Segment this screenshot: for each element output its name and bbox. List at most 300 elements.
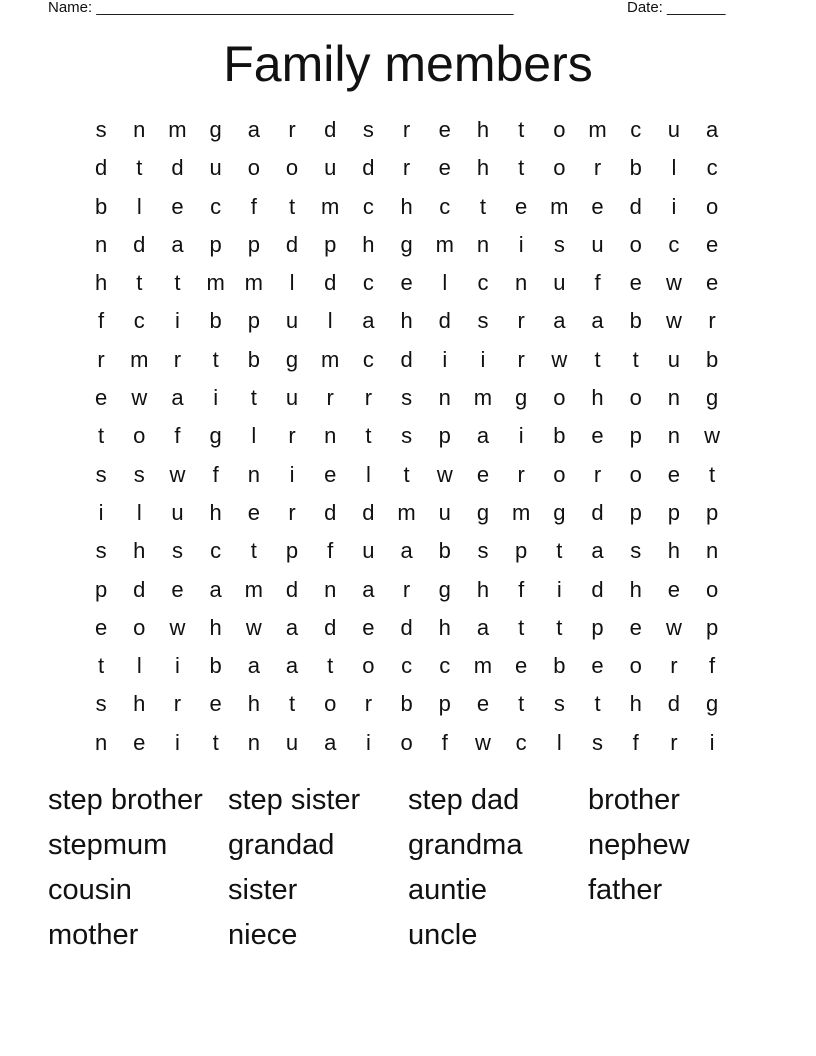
grid-letter: u <box>285 308 299 334</box>
grid-letter: m <box>321 346 340 372</box>
grid-letter: r <box>402 155 411 181</box>
grid-letter: f <box>250 193 257 219</box>
grid-letter: s <box>401 423 413 449</box>
grid-letter: r <box>288 499 296 525</box>
grid-letter: p <box>247 231 260 257</box>
grid-letter: t <box>403 461 410 487</box>
grid-letter: n <box>247 461 260 487</box>
grid-letter: d <box>362 499 375 525</box>
grid-letter: g <box>705 385 719 411</box>
grid-letter: t <box>98 423 105 449</box>
grid-letter: c <box>401 653 413 679</box>
grid-letter: d <box>324 499 337 525</box>
grid-letter: o <box>324 691 337 717</box>
grid-letter: w <box>704 423 721 449</box>
grid-letter: i <box>671 193 677 219</box>
grid-letter: m <box>168 117 187 142</box>
grid-letter: p <box>705 614 719 640</box>
grid-letter: g <box>285 346 299 372</box>
grid-letter: b <box>400 691 413 717</box>
grid-letter: i <box>175 653 180 679</box>
grid-letter: d <box>629 193 642 219</box>
grid-letter: m <box>397 499 416 525</box>
grid-letter: n <box>667 385 681 411</box>
grid-letter: r <box>670 653 678 679</box>
grid-letter: a <box>591 308 604 334</box>
grid-letter: l <box>556 729 562 755</box>
grid-letter: w <box>665 614 682 640</box>
grid-letter: s <box>553 691 565 717</box>
grid-letter: s <box>133 461 145 487</box>
word-list-item: father <box>588 874 663 906</box>
grid-letter: o <box>705 576 719 602</box>
grid-letter: u <box>324 155 337 181</box>
grid-letter: c <box>362 193 374 219</box>
grid-letter: d <box>400 346 413 372</box>
grid-letter: r <box>173 691 182 717</box>
grid-letter: p <box>591 614 604 640</box>
grid-letter: e <box>94 614 108 640</box>
grid-letter: d <box>324 270 337 296</box>
grid-letter: a <box>285 653 299 679</box>
grid-letter: r <box>402 576 411 602</box>
grid-letter: a <box>247 653 260 679</box>
grid-letter: e <box>171 576 184 602</box>
grid-letter: r <box>288 117 296 142</box>
grid-letter: e <box>591 193 604 219</box>
grid-letter: e <box>591 653 604 679</box>
grid-letter: t <box>288 193 296 219</box>
grid-letter: a <box>171 231 184 257</box>
grid-letter: s <box>592 729 604 755</box>
grid-letter: r <box>364 691 373 717</box>
name-field-label: Name: __________________________________________________ <box>48 0 514 16</box>
grid-letter: s <box>362 117 374 142</box>
grid-letter: e <box>438 117 451 142</box>
grid-letter: s <box>171 538 183 564</box>
grid-letter: e <box>362 614 375 640</box>
grid-letter: t <box>250 538 257 564</box>
grid-letter: s <box>477 538 489 564</box>
grid-letter: p <box>247 308 260 334</box>
grid-letter: s <box>95 538 107 564</box>
grid-letter: h <box>362 231 375 257</box>
grid-letter: h <box>400 193 413 219</box>
grid-letter: e <box>629 270 642 296</box>
grid-letter: h <box>209 499 222 525</box>
grid-letter: e <box>705 270 719 296</box>
grid-letter: o <box>629 385 642 411</box>
grid-letter: h <box>591 385 604 411</box>
grid-letter: b <box>553 653 566 679</box>
grid-letter: i <box>442 346 448 372</box>
grid-letter: r <box>670 729 678 755</box>
grid-letter: l <box>327 308 333 334</box>
grid-letter: r <box>173 346 182 372</box>
grid-letter: t <box>632 346 639 372</box>
grid-letter: p <box>324 231 337 257</box>
grid-letter: a <box>324 729 337 755</box>
grid-letter: b <box>629 155 642 181</box>
grid-letter: n <box>94 231 108 257</box>
word-list-item: step sister <box>228 784 361 816</box>
grid-letter: b <box>94 193 108 219</box>
grid-letter: i <box>98 499 104 525</box>
grid-letter: h <box>133 538 146 564</box>
grid-letter: d <box>362 155 375 181</box>
grid-letter: t <box>518 691 525 717</box>
grid-letter: u <box>667 117 681 142</box>
grid-letter: d <box>400 614 413 640</box>
grid-letter: b <box>705 346 719 372</box>
word-list-item: grandma <box>408 829 523 861</box>
grid-letter: i <box>175 308 180 334</box>
grid-letter: e <box>515 653 528 679</box>
word-list-item: niece <box>228 919 298 951</box>
grid-letter: m <box>588 117 607 142</box>
grid-letter: w <box>665 308 682 334</box>
grid-letter: b <box>209 308 222 334</box>
grid-letter: t <box>518 117 525 142</box>
grid-letter: m <box>550 193 569 219</box>
grid-letter: h <box>476 576 490 602</box>
grid-letter: p <box>438 691 451 717</box>
grid-letter: r <box>364 385 373 411</box>
grid-letter: e <box>438 155 451 181</box>
grid-letter: n <box>476 231 490 257</box>
grid-letter: m <box>130 346 149 372</box>
grid-letter: p <box>629 423 642 449</box>
grid-letter: p <box>629 499 642 525</box>
grid-letter: d <box>285 576 299 602</box>
grid-letter: o <box>629 653 642 679</box>
grid-letter: p <box>705 499 719 525</box>
grid-letter: p <box>438 423 451 449</box>
grid-letter: u <box>667 346 681 372</box>
grid-letter: u <box>285 385 299 411</box>
header <box>48 0 748 20</box>
grid-letter: b <box>247 346 260 372</box>
grid-letter: c <box>439 193 451 219</box>
grid-letter: t <box>594 346 601 372</box>
grid-letter: b <box>438 538 451 564</box>
grid-letter: c <box>515 729 527 755</box>
grid-letter: f <box>709 653 716 679</box>
word-list-item: sister <box>228 874 298 906</box>
grid-letter: d <box>324 117 337 142</box>
grid-letter: o <box>553 155 566 181</box>
grid-letter: t <box>518 155 525 181</box>
grid-letter: g <box>209 423 222 449</box>
grid-letter: d <box>438 308 451 334</box>
grid-letter: o <box>247 155 260 181</box>
grid-letter: g <box>209 117 222 142</box>
word-list-item: step dad <box>408 784 520 816</box>
grid-letter: e <box>94 385 108 411</box>
grid-letter: l <box>365 461 371 487</box>
grid-letter: m <box>473 653 493 679</box>
grid-letter: p <box>667 499 681 525</box>
grid-letter: t <box>556 538 563 564</box>
grid-letter: t <box>479 193 487 219</box>
grid-letter: i <box>175 729 180 755</box>
grid-letter: f <box>632 729 639 755</box>
grid-letter: f <box>98 308 105 334</box>
grid-letter: t <box>250 385 257 411</box>
grid-letter: c <box>210 538 222 564</box>
grid-letter: e <box>247 499 260 525</box>
grid-letter: i <box>556 576 562 602</box>
grid-letter: h <box>400 308 413 334</box>
grid-letter: g <box>515 385 528 411</box>
grid-letter: n <box>324 423 337 449</box>
grid-letter: m <box>473 385 493 411</box>
grid-letter: t <box>594 691 601 717</box>
grid-letter: r <box>402 117 411 142</box>
grid-letter: r <box>517 346 525 372</box>
grid-letter: c <box>706 155 718 181</box>
grid-letter: g <box>476 499 490 525</box>
grid-letter: w <box>169 461 186 487</box>
grid-letter: t <box>212 346 219 372</box>
grid-letter: o <box>553 461 566 487</box>
grid-letter: n <box>438 385 451 411</box>
grid-letter: e <box>591 423 604 449</box>
grid-letter: r <box>593 461 602 487</box>
grid-letter: a <box>553 308 566 334</box>
grid-letter: w <box>245 614 262 640</box>
grid-letter: i <box>709 729 715 755</box>
grid-letter: t <box>136 155 143 181</box>
grid-letter: e <box>667 461 681 487</box>
grid-letter: r <box>326 385 334 411</box>
grid-letter: i <box>365 729 371 755</box>
grid-letter: r <box>288 423 296 449</box>
grid-letter: e <box>324 461 337 487</box>
grid-letter: d <box>324 614 337 640</box>
grid-letter: e <box>629 614 642 640</box>
grid-letter: u <box>591 231 604 257</box>
grid-letter: s <box>401 385 413 411</box>
grid-letter: h <box>94 270 108 296</box>
word-list-item: cousin <box>48 874 132 906</box>
grid-letter: l <box>442 270 448 296</box>
grid-letter: e <box>515 193 528 219</box>
grid-letter: o <box>705 193 719 219</box>
grid-letter: i <box>518 423 524 449</box>
grid-letter: e <box>476 461 490 487</box>
grid-letter: m <box>511 499 531 525</box>
word-list-item: uncle <box>408 919 478 951</box>
word-list <box>48 779 768 959</box>
grid-letter: u <box>553 270 566 296</box>
grid-letter: h <box>133 691 146 717</box>
grid-letter: g <box>705 691 719 717</box>
grid-letter: u <box>362 538 375 564</box>
grid-letter: p <box>515 538 528 564</box>
grid-letter: h <box>476 155 490 181</box>
grid-letter: e <box>667 576 681 602</box>
word-list-item: mother <box>48 919 139 951</box>
grid-letter: l <box>136 193 142 219</box>
grid-letter: n <box>705 538 719 564</box>
grid-letter: n <box>133 117 146 142</box>
grid-letter: h <box>209 614 222 640</box>
grid-letter: e <box>133 729 146 755</box>
page-title: Family members <box>223 36 593 92</box>
grid-letter: a <box>400 538 413 564</box>
grid-letter: g <box>400 231 413 257</box>
grid-letter: p <box>94 576 108 602</box>
grid-letter: r <box>517 308 525 334</box>
grid-letter: h <box>247 691 260 717</box>
grid-letter: u <box>438 499 451 525</box>
word-list-item: grandad <box>228 829 335 861</box>
grid-letter: t <box>327 653 334 679</box>
grid-letter: i <box>289 461 295 487</box>
grid-letter: h <box>629 691 642 717</box>
grid-letter: s <box>95 117 107 142</box>
grid-letter: e <box>209 691 222 717</box>
grid-letter: l <box>251 423 257 449</box>
grid-letter: b <box>553 423 566 449</box>
word-list-item: nephew <box>588 829 690 861</box>
grid-letter: t <box>174 270 181 296</box>
grid-letter: t <box>212 729 219 755</box>
grid-letter: d <box>171 155 184 181</box>
grid-letter: u <box>285 729 299 755</box>
grid-letter: a <box>362 308 375 334</box>
grid-letter: m <box>321 193 340 219</box>
grid-letter: d <box>133 231 146 257</box>
grid-letter: b <box>629 308 642 334</box>
grid-letter: o <box>400 729 413 755</box>
grid-letter: w <box>436 461 453 487</box>
grid-letter: t <box>98 653 105 679</box>
grid-letter: f <box>174 423 181 449</box>
grid-letter: a <box>362 576 375 602</box>
grid-letter: t <box>136 270 143 296</box>
grid-letter: a <box>476 423 490 449</box>
grid-letter: f <box>518 576 525 602</box>
grid-letter: d <box>591 576 604 602</box>
grid-letter: c <box>133 308 145 334</box>
grid-letter: n <box>515 270 528 296</box>
grid-letter: b <box>209 653 222 679</box>
grid-letter: c <box>477 270 489 296</box>
word-list-item: step brother <box>48 784 203 816</box>
grid-letter: t <box>365 423 372 449</box>
grid-letter: d <box>133 576 146 602</box>
grid-letter: t <box>518 614 525 640</box>
grid-letter: e <box>705 231 719 257</box>
grid-letter: f <box>441 729 448 755</box>
grid-letter: c <box>362 346 374 372</box>
date-field-label: Date: _______ <box>627 0 726 16</box>
grid-letter: i <box>213 385 219 411</box>
grid-letter: w <box>665 270 682 296</box>
grid-letter: w <box>551 346 568 372</box>
grid-letter: o <box>362 653 375 679</box>
grid-letter: r <box>593 155 602 181</box>
grid-letter: o <box>553 385 566 411</box>
grid-letter: s <box>95 461 107 487</box>
grid-letter: c <box>210 193 222 219</box>
grid-letter: d <box>94 155 108 181</box>
grid-letter: t <box>288 691 296 717</box>
word-list-item: auntie <box>408 874 488 906</box>
grid-letter: r <box>97 346 105 372</box>
grid-letter: w <box>131 385 148 411</box>
letter-grid <box>82 111 731 762</box>
grid-letter: s <box>95 691 107 717</box>
grid-letter: a <box>476 614 490 640</box>
grid-letter: a <box>285 614 299 640</box>
grid-letter: c <box>439 653 451 679</box>
grid-letter: m <box>244 270 263 296</box>
grid-letter: l <box>289 270 295 296</box>
grid-letter: g <box>438 576 451 602</box>
grid-letter: o <box>133 423 146 449</box>
grid-letter: n <box>247 729 260 755</box>
grid-letter: h <box>438 614 451 640</box>
grid-letter: h <box>629 576 642 602</box>
grid-letter: g <box>553 499 566 525</box>
grid-letter: i <box>518 231 524 257</box>
grid-letter: o <box>285 155 299 181</box>
grid-letter: a <box>705 117 719 142</box>
grid-letter: u <box>171 499 184 525</box>
grid-letter: i <box>480 346 486 372</box>
grid-letter: r <box>708 308 716 334</box>
grid-letter: c <box>668 231 680 257</box>
grid-letter: p <box>209 231 222 257</box>
grid-letter: m <box>435 231 454 257</box>
grid-letter: h <box>667 538 681 564</box>
grid-letter: o <box>553 117 566 142</box>
word-list-item: stepmum <box>48 829 168 861</box>
grid-letter: a <box>591 538 604 564</box>
grid-letter: o <box>629 231 642 257</box>
grid-letter: l <box>136 499 142 525</box>
grid-letter: n <box>667 423 681 449</box>
grid-letter: d <box>667 691 681 717</box>
grid-letter: l <box>671 155 677 181</box>
grid-letter: p <box>285 538 299 564</box>
grid-letter: t <box>709 461 716 487</box>
grid-letter: e <box>476 691 490 717</box>
grid-letter: s <box>630 538 642 564</box>
grid-letter: w <box>169 614 186 640</box>
grid-letter: w <box>475 729 491 755</box>
grid-letter: c <box>362 270 374 296</box>
grid-letter: e <box>171 193 184 219</box>
grid-letter: f <box>594 270 601 296</box>
grid-letter: n <box>324 576 337 602</box>
grid-letter: e <box>400 270 413 296</box>
grid-letter: l <box>136 653 142 679</box>
grid-letter: a <box>171 385 184 411</box>
grid-letter: o <box>629 461 642 487</box>
grid-letter: a <box>247 117 260 142</box>
grid-letter: h <box>476 117 490 142</box>
grid-letter: c <box>630 117 642 142</box>
grid-letter: n <box>94 729 108 755</box>
grid-letter: m <box>206 270 225 296</box>
word-list-item: brother <box>588 784 680 816</box>
grid-letter: f <box>327 538 334 564</box>
grid-letter: s <box>553 231 565 257</box>
